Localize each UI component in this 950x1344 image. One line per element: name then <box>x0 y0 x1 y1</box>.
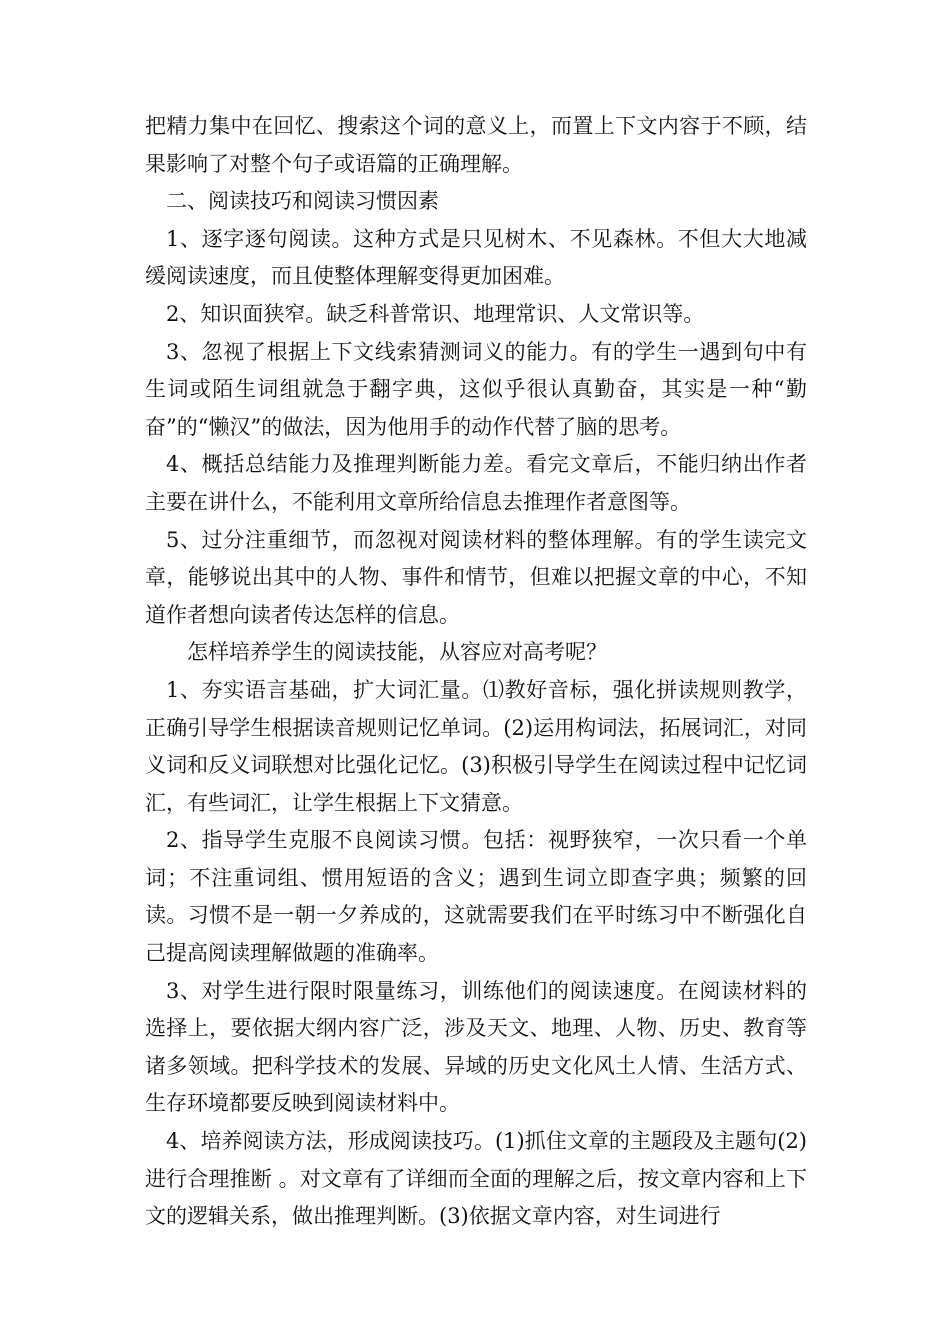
method-item-1: 1、夯实语言基础，扩大词汇量。⑴教好音标，强化拼读规则教学，正确引导学生根据读音规则记忆单词。(2)运用构词法，拓展词汇，对同义词和反义词联想对比强化记忆。(3)积极引导学生在阅读过程中记忆词汇，有些词汇，让学生根据上下文猜意。 <box>145 677 807 815</box>
paragraph-continuation: 把精力集中在回忆、搜索这个词的意义上，而置上下文内容于不顾，结果影响了对整个句子或语篇的正确理解。 <box>145 114 807 176</box>
method-item-3: 3、对学生进行限时限量练习，训练他们的阅读速度。在阅读材料的选择上，要依据大纲内容广泛，涉及天文、地理、人物、历史、教育等诸多领域。把科学技术的发展、异域的历史文化风土人情、生活方式、生存环境都要反映到阅读材料中。 <box>145 978 807 1116</box>
paragraph-item-3: 3、忽视了根据上下文线索猜测词义的能力。有的学生一遇到句中有生词或陌生词组就急于翻字典，这似乎很认真勤奋，其实是一种“勤奋”的“懒汉”的做法，因为他用手的动作代替了脑的思考。 <box>145 339 807 439</box>
section-heading: 二、阅读技巧和阅读习惯因素 <box>166 189 439 214</box>
paragraph-item-1: 1、逐字逐句阅读。这种方式是只见树木、不见森林。不但大大地减缓阅读速度，而且使整体理解变得更加困难。 <box>145 226 807 289</box>
method-item-2: 2、指导学生克服不良阅读习惯。包括：视野狭窄，一次只看一个单词；不注重词组、惯用短语的含义；遇到生词立即查字典；频繁的回读。习惯不是一朝一夕养成的，这就需要我们在平时练习中不断强化自己提高阅读理解做题的准确率。 <box>145 828 807 966</box>
paragraph-item-2: 2、知识面狭窄。缺乏科普常识、地理常识、人文常识等。 <box>166 301 705 326</box>
paragraph-item-5: 5、过分注重细节，而忽视对阅读材料的整体理解。有的学生读完文章，能够说出其中的人物、事件和情节，但难以把握文章的中心，不知道作者想向读者传达怎样的信息。 <box>145 527 807 627</box>
method-item-4: 4、培养阅读方法，形成阅读技巧。(1)抓住文章的主题段及主题句(2)进行合理推断 。对文章有了详细而全面的理解之后，按文章内容和上下文的逻辑关系，做出推理判断。(3)依据文章内容，对生词进行 <box>145 1129 807 1229</box>
paragraph-item-4: 4、概括总结能力及推理判断能力差。看完文章后，不能归纳出作者主要在讲什么，不能利用文章所给信息去推理作者意图等。 <box>145 452 807 514</box>
body-text <box>145 108 807 1236</box>
question-heading: 怎样培养学生的阅读技能，从容应对高考呢？ <box>187 640 607 665</box>
